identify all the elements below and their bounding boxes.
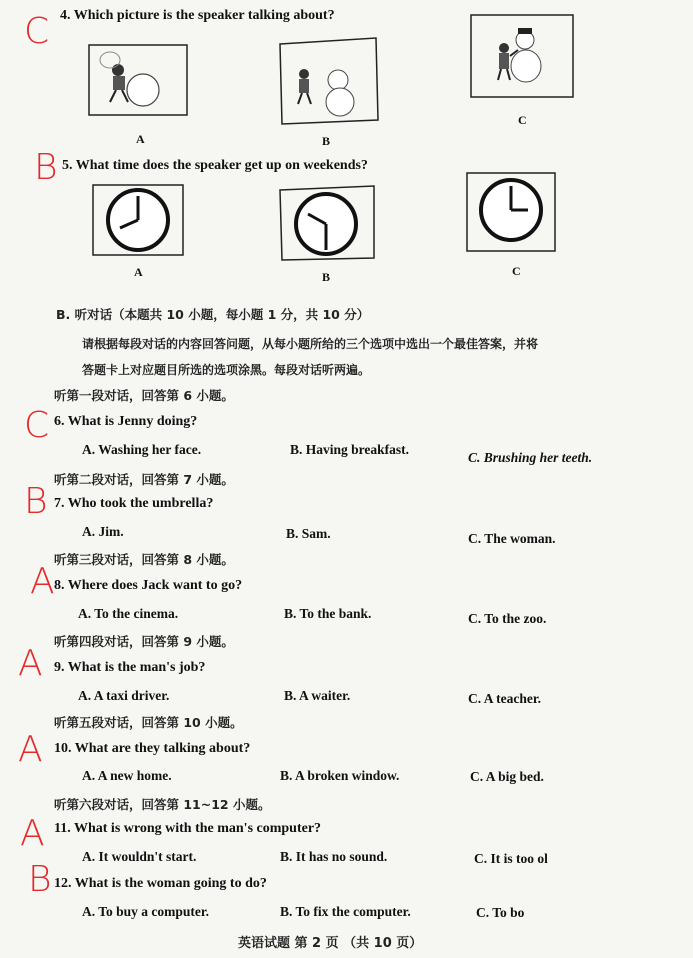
label-5b: B [322, 270, 331, 284]
label-4c: C [518, 113, 527, 127]
picture-5a-clock [92, 184, 184, 256]
option-8a: A. To the cinema. [78, 606, 179, 621]
option-10c: C. A big bed. [470, 769, 544, 784]
dialogue-intro-6: 听第六段对话，回答第 11~12 小题。 [54, 797, 271, 812]
dialogue-intro-1: 听第一段对话，回答第 6 小题。 [54, 388, 234, 403]
option-11b: B. It has no sound. [280, 849, 388, 864]
option-7b: B. Sam. [286, 526, 331, 541]
label-5c: C [512, 264, 521, 278]
option-11a: A. It wouldn't start. [82, 849, 197, 864]
dialogue-intro-2: 听第二段对话，回答第 7 小题。 [54, 472, 234, 487]
option-8c: C. To the zoo. [468, 611, 547, 626]
answer-mark-q8: A [30, 561, 55, 602]
dialogue-intro-3: 听第三段对话，回答第 8 小题。 [54, 552, 234, 567]
question-10: 10. What are they talking about? [54, 741, 251, 756]
option-10b: B. A broken window. [280, 768, 400, 783]
option-9a: A. A taxi driver. [78, 688, 170, 703]
option-12b: B. To fix the computer. [280, 904, 411, 919]
answer-mark-q12: B [28, 859, 52, 900]
dialogue-intro-5: 听第五段对话，回答第 10 小题。 [54, 715, 243, 730]
question-6: 6. What is Jenny doing? [54, 414, 198, 429]
page-footer: 英语试题 第 2 页 （共 10 页） [238, 936, 423, 951]
option-9b: B. A waiter. [284, 688, 351, 703]
option-9c: C. A teacher. [468, 691, 541, 706]
question-11: 11. What is wrong with the man's computer? [54, 821, 322, 836]
section-b-heading: B. 听对话（本题共 10 小题，每小题 1 分，共 10 分） [56, 307, 370, 322]
option-7c: C. The woman. [468, 531, 556, 546]
option-6b: B. Having breakfast. [290, 442, 410, 457]
question-12: 12. What is the woman going to do? [54, 876, 267, 891]
section-b-instruction-2: 答题卡上对应题目所选的选项涂黑。每段对话听两遍。 [82, 363, 371, 377]
answer-mark-q9: A [18, 643, 43, 684]
question-5: 5. What time does the speaker get up on weekends? [62, 158, 368, 173]
label-4b: B [322, 134, 331, 148]
question-4: 4. Which picture is the speaker talking about? [60, 8, 335, 23]
option-12a: A. To buy a computer. [82, 904, 210, 919]
label-5a: A [134, 265, 143, 279]
option-10a: A. A new home. [82, 768, 172, 783]
option-6a: A. Washing her face. [82, 442, 202, 457]
option-7a: A. Jim. [82, 524, 124, 539]
answer-mark-q10: A [18, 729, 43, 770]
picture-4c [470, 14, 574, 98]
label-4a: A [136, 132, 145, 146]
question-8: 8. Where does Jack want to go? [54, 578, 243, 593]
answer-mark-q11: A [20, 813, 45, 854]
picture-4b [278, 36, 380, 126]
picture-5c-clock [466, 172, 556, 252]
answer-mark-q7: B [24, 481, 48, 522]
answer-mark-q6: C [24, 405, 50, 446]
picture-4a [88, 44, 188, 116]
answer-mark-q5: B [34, 147, 58, 188]
option-11c: C. It is too ol [474, 851, 548, 866]
answer-mark-q4: C [24, 11, 50, 52]
option-12c: C. To bo [476, 905, 525, 920]
dialogue-intro-4: 听第四段对话，回答第 9 小题。 [54, 634, 234, 649]
option-8b: B. To the bank. [284, 606, 372, 621]
section-b-instruction-1: 请根据每段对话的内容回答问题，从每小题所给的三个选项中选出一个最佳答案，并将 [82, 337, 539, 351]
question-7: 7. Who took the umbrella? [54, 496, 214, 511]
option-6c: C. Brushing her teeth. [468, 450, 593, 465]
picture-5b-clock [278, 184, 376, 262]
question-9: 9. What is the man's job? [54, 660, 206, 675]
